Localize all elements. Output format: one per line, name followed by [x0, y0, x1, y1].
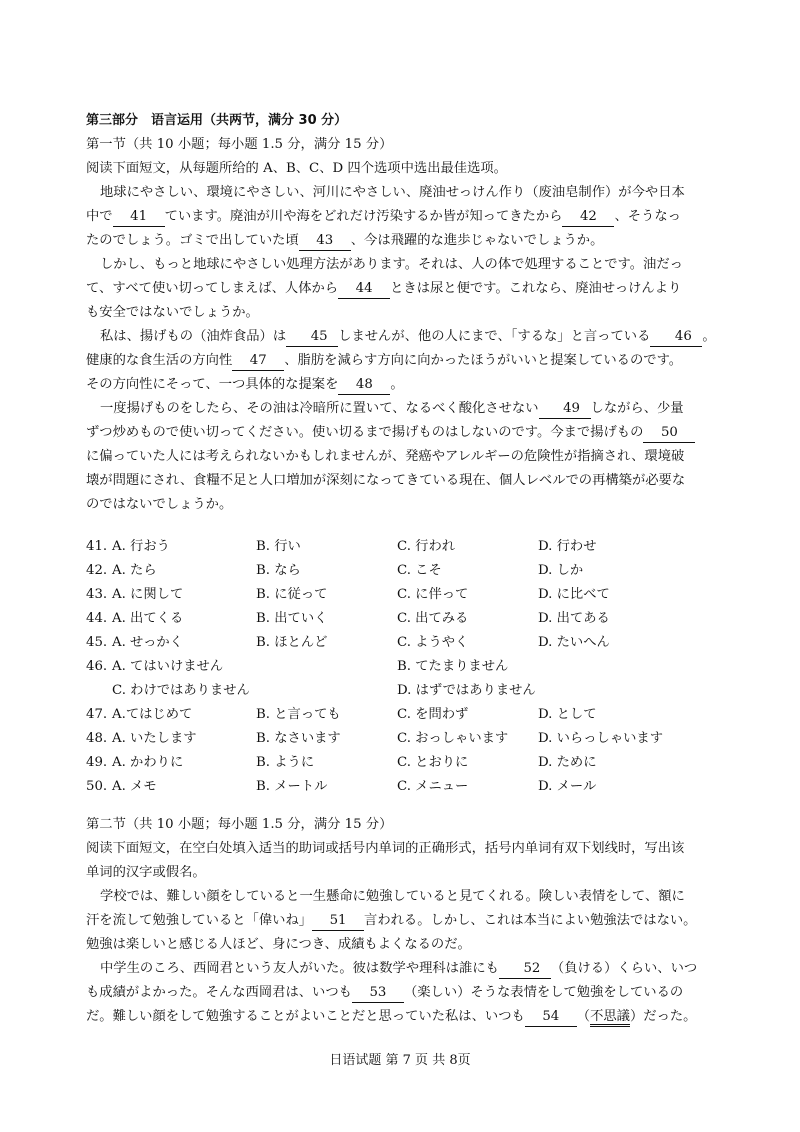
question-42: 42. A. たら B. なら C. こそ D. しか — [86, 559, 736, 583]
option-a: A. に関して — [112, 587, 184, 602]
option-b: B. に従って — [256, 587, 328, 602]
section-2 — [86, 813, 736, 1029]
question-49: 49. A. かわりに B. ように C. とおりに D. ために — [86, 751, 736, 775]
option-a: A. せっかく — [112, 635, 183, 650]
option-d: D. いらっしゃいます — [538, 731, 664, 746]
question-45: 45. A. せっかく B. ほとんど C. ようやく D. たいへん — [86, 631, 736, 655]
passage-paragraph-2: しかし、もっと地球にやさしい処理方法があります。それは、人の体で処理することです。油だっ て、すべて使い切ってしまえば、人体から 44 ときは尿と便です。これなら、廃油せっけんより も安全ではないでしょうか。 — [86, 257, 683, 320]
blank-47: 47 — [232, 352, 284, 371]
option-d: D. たいへん — [538, 635, 610, 650]
option-d: D. はずではありません — [397, 683, 536, 698]
option-b: B. と言っても — [256, 707, 341, 722]
section2-paragraph-1: 学校では、難しい顔をしていると一生懸命に勉強していると見てくれる。険しい表情をして、額に 汗を流して勉強していると「偉いね」 51 言われる。しかし、これは本当によい勉強法ではない。 勉強は楽しいと感じる人ほど、身につき、成績もよくなるのだ。 — [86, 889, 697, 952]
blank-41: 41 — [113, 208, 165, 227]
option-b: B. メートル — [256, 779, 328, 794]
option-a: A. メモ — [112, 779, 157, 794]
option-d: D. ために — [538, 755, 597, 770]
blank-43: 43 — [299, 232, 351, 251]
option-b: B. 出ていく — [256, 611, 328, 626]
passage-paragraph-4: 一度揚げものをしたら、その油は冷暗所に置いて、なるべく酸化させない 49 しながら、少量 ずつ炒めもので使い切ってください。使い切るまで揚げものはしないのです。今まで揚げもの 50 に偏っていた人には考えられないかもしれませんが、発癌やアレルギーの危険性が指摘され、環境破 壊が問題にされ、食糧不足と人口増加が深刻になってきている現在、個人レベルでの再構築が必要な のではないでしょうか。 — [86, 397, 736, 517]
option-d: D. 出てある — [538, 611, 610, 626]
section2-title: 第二节（共 10 小题；每小题 1.5 分，满分 15 分） — [86, 817, 393, 832]
blank-48: 48 — [338, 376, 390, 395]
question-41: 41. A. 行おう B. 行い C. 行われ D. 行わせ — [86, 535, 736, 559]
passage-paragraph-3: 私は、揚げもの（油炸食品）は 45 しませんが、他の人にまで、「するな」と言っている 46 。 健康的な食生活の方向性 47 、脂肪を減らす方向に向かったほうがいいと提案しているのです。 その方向性にそって、一つ具体的な提案を 48 。 — [86, 325, 736, 397]
option-d: D. として — [538, 707, 597, 722]
option-c: C. わけではありません — [112, 683, 250, 698]
question-50: 50. A. メモ B. メートル C. メニュー D. メール — [86, 775, 736, 799]
option-d: D. しか — [538, 563, 584, 578]
question-44: 44. A. 出てくる B. 出ていく C. 出てみる D. 出てある — [86, 607, 736, 631]
blank-44: 44 — [338, 280, 390, 299]
option-b: B. てたまりません — [397, 659, 509, 674]
option-c: C. ようやく — [397, 635, 469, 650]
option-c: C. とおりに — [397, 755, 469, 770]
page-content — [86, 109, 736, 1029]
option-c: C. こそ — [397, 563, 442, 578]
option-b: B. 行い — [256, 539, 301, 554]
part-title: 第三部分 语言运用（共两节，满分 30 分） — [86, 113, 348, 128]
option-b: B. なさいます — [256, 731, 341, 746]
option-a: A.てはじめて — [112, 707, 193, 722]
question-48: 48. A. いたします B. なさいます C. おっしゃいます D. いらっしゃいます — [86, 727, 736, 751]
question-43: 43. A. に関して B. に従って C. に伴って D. に比べて — [86, 583, 736, 607]
option-d: D. メール — [538, 779, 597, 794]
section2-instructions-1: 阅读下面短文，在空白处填入适当的助词或括号内单词的正确形式，括号内单词有双下划线时，写出该 — [86, 841, 685, 856]
section1-title: 第一节（共 10 小题；每小题 1.5 分，满分 15 分） — [86, 137, 393, 152]
option-b: B. なら — [256, 563, 301, 578]
option-c: C. を問わず — [397, 707, 469, 722]
page-footer: 日语试题 第 7 页 共 8页 — [329, 1053, 471, 1068]
blank-45: 45 — [286, 328, 338, 347]
option-a: A. たら — [112, 563, 157, 578]
option-d: D. 行わせ — [538, 539, 597, 554]
option-a: A. いたします — [112, 731, 197, 746]
section2-instructions-2: 单词的汉字或假名。 — [86, 865, 206, 880]
blank-51: 51 — [312, 912, 364, 931]
section1-instructions: 阅读下面短文，从每题所给的 A、B、C、D 四个选项中选出最佳选项。 — [86, 161, 507, 176]
option-a: A. かわりに — [112, 755, 184, 770]
question-46: 46. A. てはいけません B. てたまりません — [86, 655, 736, 679]
option-a: A. 出てくる — [112, 611, 184, 626]
option-c: C. 行われ — [397, 539, 456, 554]
option-c: C. 出てみる — [397, 611, 469, 626]
option-b: B. ほとんど — [256, 635, 328, 650]
double-underlined-word: 不思議 — [590, 1009, 630, 1027]
question-46-cont — [86, 679, 736, 703]
option-c: C. おっしゃいます — [397, 731, 509, 746]
passage-paragraph-1: 地球にやさしい、環境にやさしい、河川にやさしい、廃油せっけん作り（废油皂制作）が今や日本 中で 41 ています。廃油が川や海をどれだけ汚染するか皆が知ってきたから 42 、そうなっ たのでしょう。ゴミで出していた頃 43 、今は飛躍的な進歩じゃないでしょうか。 — [86, 181, 736, 253]
blank-52: 52 — [499, 960, 551, 979]
option-a: A. てはいけません — [112, 659, 224, 674]
option-a: A. 行おう — [112, 539, 170, 554]
question-47: 47. A.てはじめて B. と言っても C. を問わず D. として — [86, 703, 736, 727]
option-d: D. に比べて — [538, 587, 610, 602]
blank-53: 53 — [352, 984, 404, 1003]
blank-49: 49 — [539, 400, 591, 419]
blank-50: 50 — [643, 424, 695, 443]
option-c: C. メニュー — [397, 779, 469, 794]
option-c: C. に伴って — [397, 587, 469, 602]
section2-paragraph-2: 中学生のころ、西岡君という友人がいた。彼は数学や理科は誰にも 52 （負ける）くらい、いつ も成績がよかった。そんな西岡君は、いつも 53 （楽しい）そうな表情をして勉強をしているの だ。難しい顔をして勉強することがよいことだと思っていた私は、いつも 54 （不思議）だった。 — [86, 957, 736, 1029]
option-b: B. ように — [256, 755, 315, 770]
answer-options — [86, 535, 736, 799]
blank-46: 46 — [650, 328, 702, 347]
blank-42: 42 — [562, 208, 614, 227]
blank-54: 54 — [525, 1008, 577, 1027]
